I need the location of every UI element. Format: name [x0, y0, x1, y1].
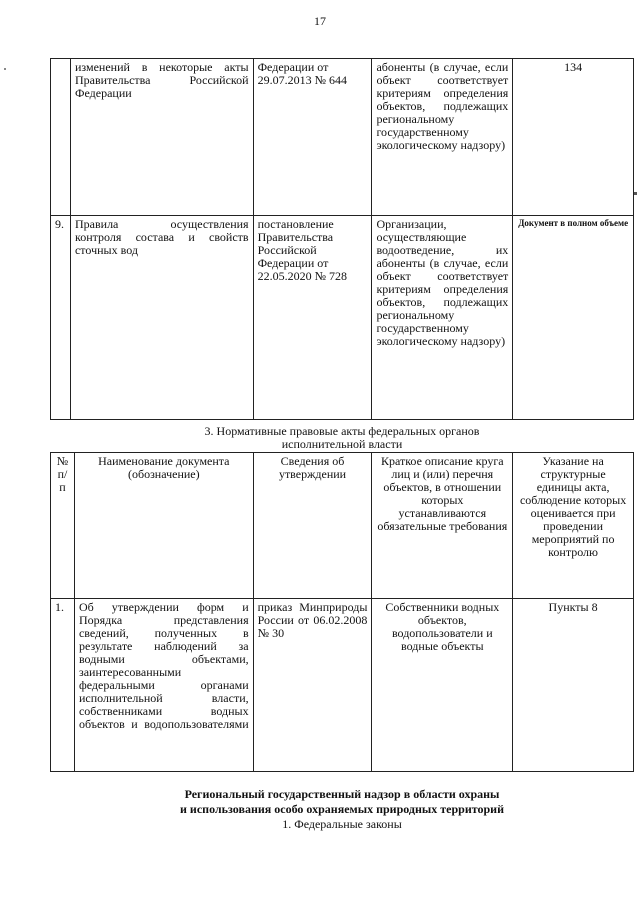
header-description: Краткое описание круга лиц и (или) перечня объектов, в отношении которых устанавливаются обязательные требования — [372, 453, 513, 599]
approval-info: приказ Минприроды России от 06.02.2008 № 30 — [253, 599, 372, 772]
act-units: 134 — [513, 59, 634, 216]
page-number: 17 — [314, 14, 326, 28]
requirements-table-federal-government-acts — [50, 58, 634, 420]
document-name: Правила осуществления контроля состава и свойств сточных вод — [70, 216, 253, 420]
act-units: Документ в полном объеме — [513, 216, 634, 420]
next-section-heading — [50, 787, 634, 832]
next-section-subtitle: 1. Федеральные законы — [282, 817, 402, 831]
requirements-table-federal-executive-acts — [50, 452, 634, 772]
act-units: Пункты 8 — [513, 599, 634, 772]
table-row — [51, 599, 634, 772]
scan-speck — [4, 68, 6, 70]
table-header-row — [51, 453, 634, 599]
approval-info: Федерации от 29.07.2013 № 644 — [253, 59, 372, 216]
header-act-units: Указание на структурные единицы акта, соблюдение которых оценивается при проведении мероприятий по контролю — [513, 453, 634, 599]
document-name: изменений в некоторые акты Правительства Российской Федерации — [70, 59, 253, 216]
table-row — [51, 216, 634, 420]
document-name: Об утверждении форм и Порядка представления сведений, полученных в результате наблюдений за водными объектами, заинтересованными федеральными органами исполнительной власти, собственниками водных объектов и водопользователями — [74, 599, 253, 772]
scan-speck — [634, 192, 637, 195]
row-number: 9. — [51, 216, 71, 420]
row-number — [51, 59, 71, 216]
scope-description: абоненты (в случае, если объект соответствует критериям определения объектов, подлежащих региональному государственному экологическому надзору) — [372, 59, 513, 216]
approval-info: постановление Правительства Российской Федерации от 22.05.2020 № 728 — [253, 216, 372, 420]
next-section-title: и использования особо охраняемых природных территорий — [180, 802, 504, 816]
section-heading-line: исполнительной власти — [281, 437, 403, 451]
table-row — [51, 59, 634, 216]
header-approval: Сведения об утверждении — [253, 453, 372, 599]
section-heading — [50, 425, 634, 451]
header-number: № п/п — [51, 453, 75, 599]
header-document-name: Наименование документа (обозначение) — [74, 453, 253, 599]
scope-description: Собственники водных объектов, водопользователи и водные объекты — [372, 599, 513, 772]
section-heading-line: 3. Нормативные правовые акты федеральных органов — [204, 424, 480, 438]
scope-description: Организации, осуществляющие водоотведение, их абоненты (в случае, если объект соответствует критериям определения объектов, подлежащих региональному государственному экологическому надзору) — [372, 216, 513, 420]
row-number: 1. — [51, 599, 75, 772]
next-section-title: Региональный государственный надзор в области охраны — [184, 787, 500, 801]
